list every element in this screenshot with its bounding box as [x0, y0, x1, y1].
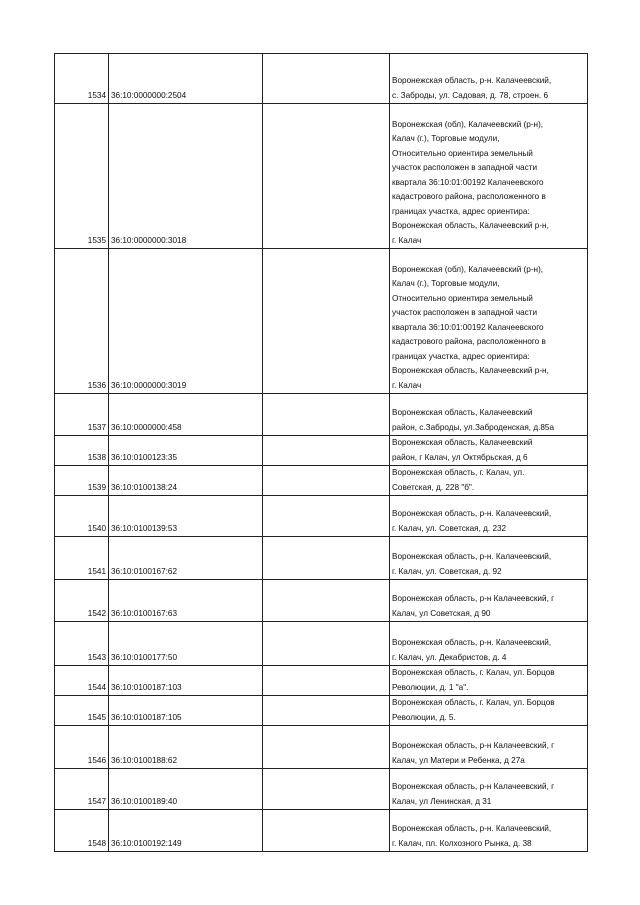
empty-cell — [263, 810, 390, 852]
cadastral-number: 36:10:0100138:24 — [109, 466, 263, 496]
row-number: 1544 — [55, 666, 109, 696]
table-row — [55, 466, 588, 496]
address-cell: Воронежская область, г. Калач, ул. Борцов Революции, д. 5. — [390, 696, 588, 726]
empty-cell — [263, 394, 390, 436]
address-cell: Воронежская область, г. Калач, ул. Советская, д. 228 "б". — [390, 466, 588, 496]
empty-cell — [263, 54, 390, 104]
cadastral-number: 36:10:0100177:50 — [109, 622, 263, 666]
address-cell: Воронежская область, р-н. Калачеевский, г. Калач, ул. Декабристов, д. 4 — [390, 622, 588, 666]
row-number: 1542 — [55, 580, 109, 622]
row-number: 1547 — [55, 769, 109, 810]
address-cell: Воронежская область, Калачеевский район, с.Заброды, ул.Заброденская, д.85а — [390, 394, 588, 436]
address-cell: Воронежская область, р-н. Калачеевский, г. Калач, ул. Советская, д. 232 — [390, 496, 588, 537]
cadastral-number: 36:10:0100167:62 — [109, 537, 263, 580]
table-row — [55, 696, 588, 726]
address-cell: Воронежская область, р-н. Калачеевский, г. Калач, ул. Советская, д. 92 — [390, 537, 588, 580]
table-row — [55, 436, 588, 466]
cadastral-number: 36:10:0000000:3018 — [109, 104, 263, 249]
empty-cell — [263, 249, 390, 394]
cadastral-table — [54, 53, 588, 852]
table-row — [55, 769, 588, 810]
empty-cell — [263, 622, 390, 666]
empty-cell — [263, 696, 390, 726]
table-row — [55, 537, 588, 580]
row-number: 1539 — [55, 466, 109, 496]
table-row — [55, 622, 588, 666]
cadastral-number: 36:10:0100167:63 — [109, 580, 263, 622]
empty-cell — [263, 769, 390, 810]
address-cell: Воронежская (обл), Калачеевский (р-н), Калач (г.), Торговые модули, Относительно ориентира земельный участок расположен в западной части квартала 36:10:01:00192 Калачеевского кадастрового района, расположенного в границах участка, адрес ориентира: Воронежская область, Калачеевский р-н, г. Калач — [390, 104, 588, 249]
empty-cell — [263, 496, 390, 537]
empty-cell — [263, 466, 390, 496]
row-number: 1538 — [55, 436, 109, 466]
empty-cell — [263, 666, 390, 696]
table-body — [55, 54, 588, 852]
table-row — [55, 104, 588, 249]
empty-cell — [263, 726, 390, 769]
row-number: 1537 — [55, 394, 109, 436]
cadastral-number: 36:10:0100187:105 — [109, 696, 263, 726]
table-row — [55, 666, 588, 696]
row-number: 1536 — [55, 249, 109, 394]
table-row — [55, 580, 588, 622]
address-cell: Воронежская область, г. Калач, ул. Борцов Революции, д. 1 "а". — [390, 666, 588, 696]
address-cell: Воронежская область, Калачеевский район, г Калач, ул Октябрьская, д 6 — [390, 436, 588, 466]
table-row — [55, 394, 588, 436]
address-cell: Воронежская область, р-н Калачеевский, г Калач, ул Советская, д 90 — [390, 580, 588, 622]
address-cell: Воронежская область, р-н Калачеевский, г Калач, ул Ленинская, д 31 — [390, 769, 588, 810]
cadastral-number: 36:10:0100123:35 — [109, 436, 263, 466]
address-cell: Воронежская область, р-н Калачеевский, г Калач, ул Матери и Ребенка, д 27а — [390, 726, 588, 769]
table-row — [55, 726, 588, 769]
cadastral-number: 36:10:0100189:40 — [109, 769, 263, 810]
cadastral-number: 36:10:0100187:103 — [109, 666, 263, 696]
row-number: 1546 — [55, 726, 109, 769]
address-cell: Воронежская область, р-н. Калачеевский, г. Калач, пл. Колхозного Рынка, д. 38 — [390, 810, 588, 852]
cadastral-number: 36:10:0000000:2504 — [109, 54, 263, 104]
empty-cell — [263, 104, 390, 249]
row-number: 1534 — [55, 54, 109, 104]
address-cell: Воронежская (обл), Калачеевский (р-н), Калач (г.), Торговые модули, Относительно ориентира земельный участок расположен в западной части квартала 36:10:01:00192 Калачеевского кадастрового района, расположенного в границах участка, адрес ориентира: Воронежская область, Калачеевский р-н, г. Калач — [390, 249, 588, 394]
cadastral-number: 36:10:0100139:53 — [109, 496, 263, 537]
empty-cell — [263, 580, 390, 622]
table-row — [55, 54, 588, 104]
cadastral-number: 36:10:0000000:458 — [109, 394, 263, 436]
row-number: 1541 — [55, 537, 109, 580]
table-row — [55, 496, 588, 537]
table-row — [55, 810, 588, 852]
row-number: 1535 — [55, 104, 109, 249]
cadastral-number: 36:10:0100188:62 — [109, 726, 263, 769]
cadastral-number: 36:10:0100192:149 — [109, 810, 263, 852]
cadastral-number: 36:10:0000000:3019 — [109, 249, 263, 394]
table-row — [55, 249, 588, 394]
address-cell: Воронежская область, р-н. Калачеевский, с. Заброды, ул. Садовая, д. 78, строен. 6 — [390, 54, 588, 104]
empty-cell — [263, 436, 390, 466]
empty-cell — [263, 537, 390, 580]
row-number: 1540 — [55, 496, 109, 537]
row-number: 1543 — [55, 622, 109, 666]
row-number: 1545 — [55, 696, 109, 726]
row-number: 1548 — [55, 810, 109, 852]
